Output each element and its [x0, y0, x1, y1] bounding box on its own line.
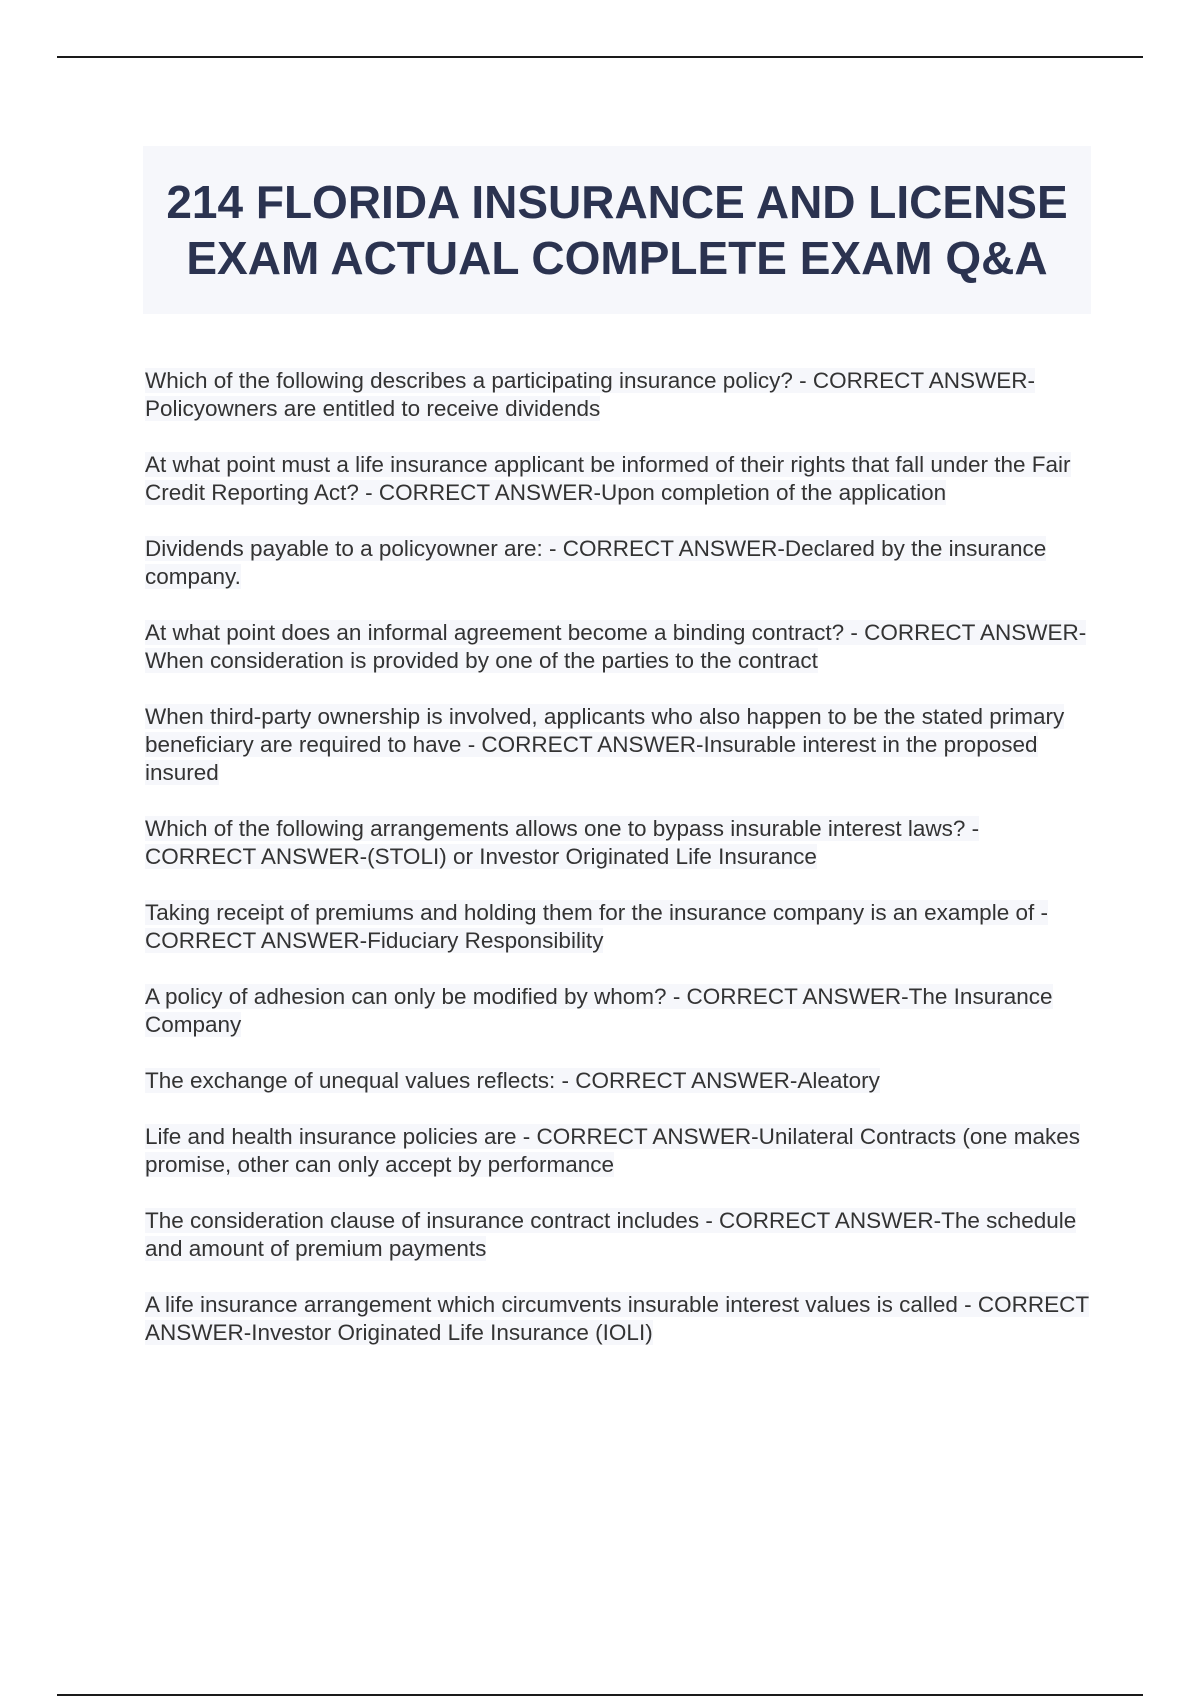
- qa-item: [145, 815, 1095, 871]
- qa-item: [145, 1291, 1095, 1347]
- qa-item: [145, 1207, 1095, 1263]
- qa-text: At what point must a life insurance applicant be informed of their rights that fall under the Fair Credit Reporting Act? - CORRECT ANSWER-Upon completion of the application: [145, 452, 1071, 505]
- qa-item: [145, 535, 1095, 591]
- qa-item: [145, 1123, 1095, 1179]
- qa-item: [145, 983, 1095, 1039]
- qa-item: [145, 899, 1095, 955]
- qa-text: A life insurance arrangement which circumvents insurable interest values is called - CORRECT ANSWER-Investor Originated Life Insurance (IOLI): [145, 1292, 1090, 1345]
- qa-text: Life and health insurance policies are - CORRECT ANSWER-Unilateral Contracts (one makes promise, other can only accept by performance: [145, 1124, 1080, 1177]
- qa-item: [145, 451, 1095, 507]
- footer-rule: [57, 1694, 1143, 1696]
- qa-item: [145, 703, 1095, 787]
- qa-item: [145, 367, 1095, 423]
- qa-text: Dividends payable to a policyowner are: - CORRECT ANSWER-Declared by the insurance company.: [145, 536, 1047, 589]
- qa-text: Which of the following describes a participating insurance policy? - CORRECT ANSWER-Policyowners are entitled to receive dividends: [145, 368, 1035, 421]
- qa-text: When third-party ownership is involved, applicants who also happen to be the stated primary beneficiary are required to have - CORRECT ANSWER-Insurable interest in the proposed insured: [145, 704, 1065, 785]
- qa-text: At what point does an informal agreement become a binding contract? - CORRECT ANSWER-When consideration is provided by one of the parties to the contract: [145, 620, 1087, 673]
- qa-text: A policy of adhesion can only be modified by whom? - CORRECT ANSWER-The Insurance Company: [145, 984, 1053, 1037]
- qa-text: The exchange of unequal values reflects: - CORRECT ANSWER-Aleatory: [145, 1068, 880, 1093]
- header-rule: [57, 56, 1143, 58]
- title-banner: [143, 146, 1091, 314]
- qa-text: Which of the following arrangements allows one to bypass insurable interest laws? - CORRECT ANSWER-(STOLI) or Investor Originated Life Insurance: [145, 816, 980, 869]
- qa-text: Taking receipt of premiums and holding them for the insurance company is an example of - CORRECT ANSWER-Fiduciary Responsibility: [145, 900, 1048, 953]
- qa-text: The consideration clause of insurance contract includes - CORRECT ANSWER-The schedule and amount of premium payments: [145, 1208, 1077, 1261]
- qa-item: [145, 619, 1095, 675]
- qa-item: [145, 1067, 1095, 1095]
- document-title: 214 FLORIDA INSURANCE AND LICENSE EXAM ACTUAL COMPLETE EXAM Q&A: [166, 176, 1068, 284]
- qa-list: [145, 367, 1095, 1375]
